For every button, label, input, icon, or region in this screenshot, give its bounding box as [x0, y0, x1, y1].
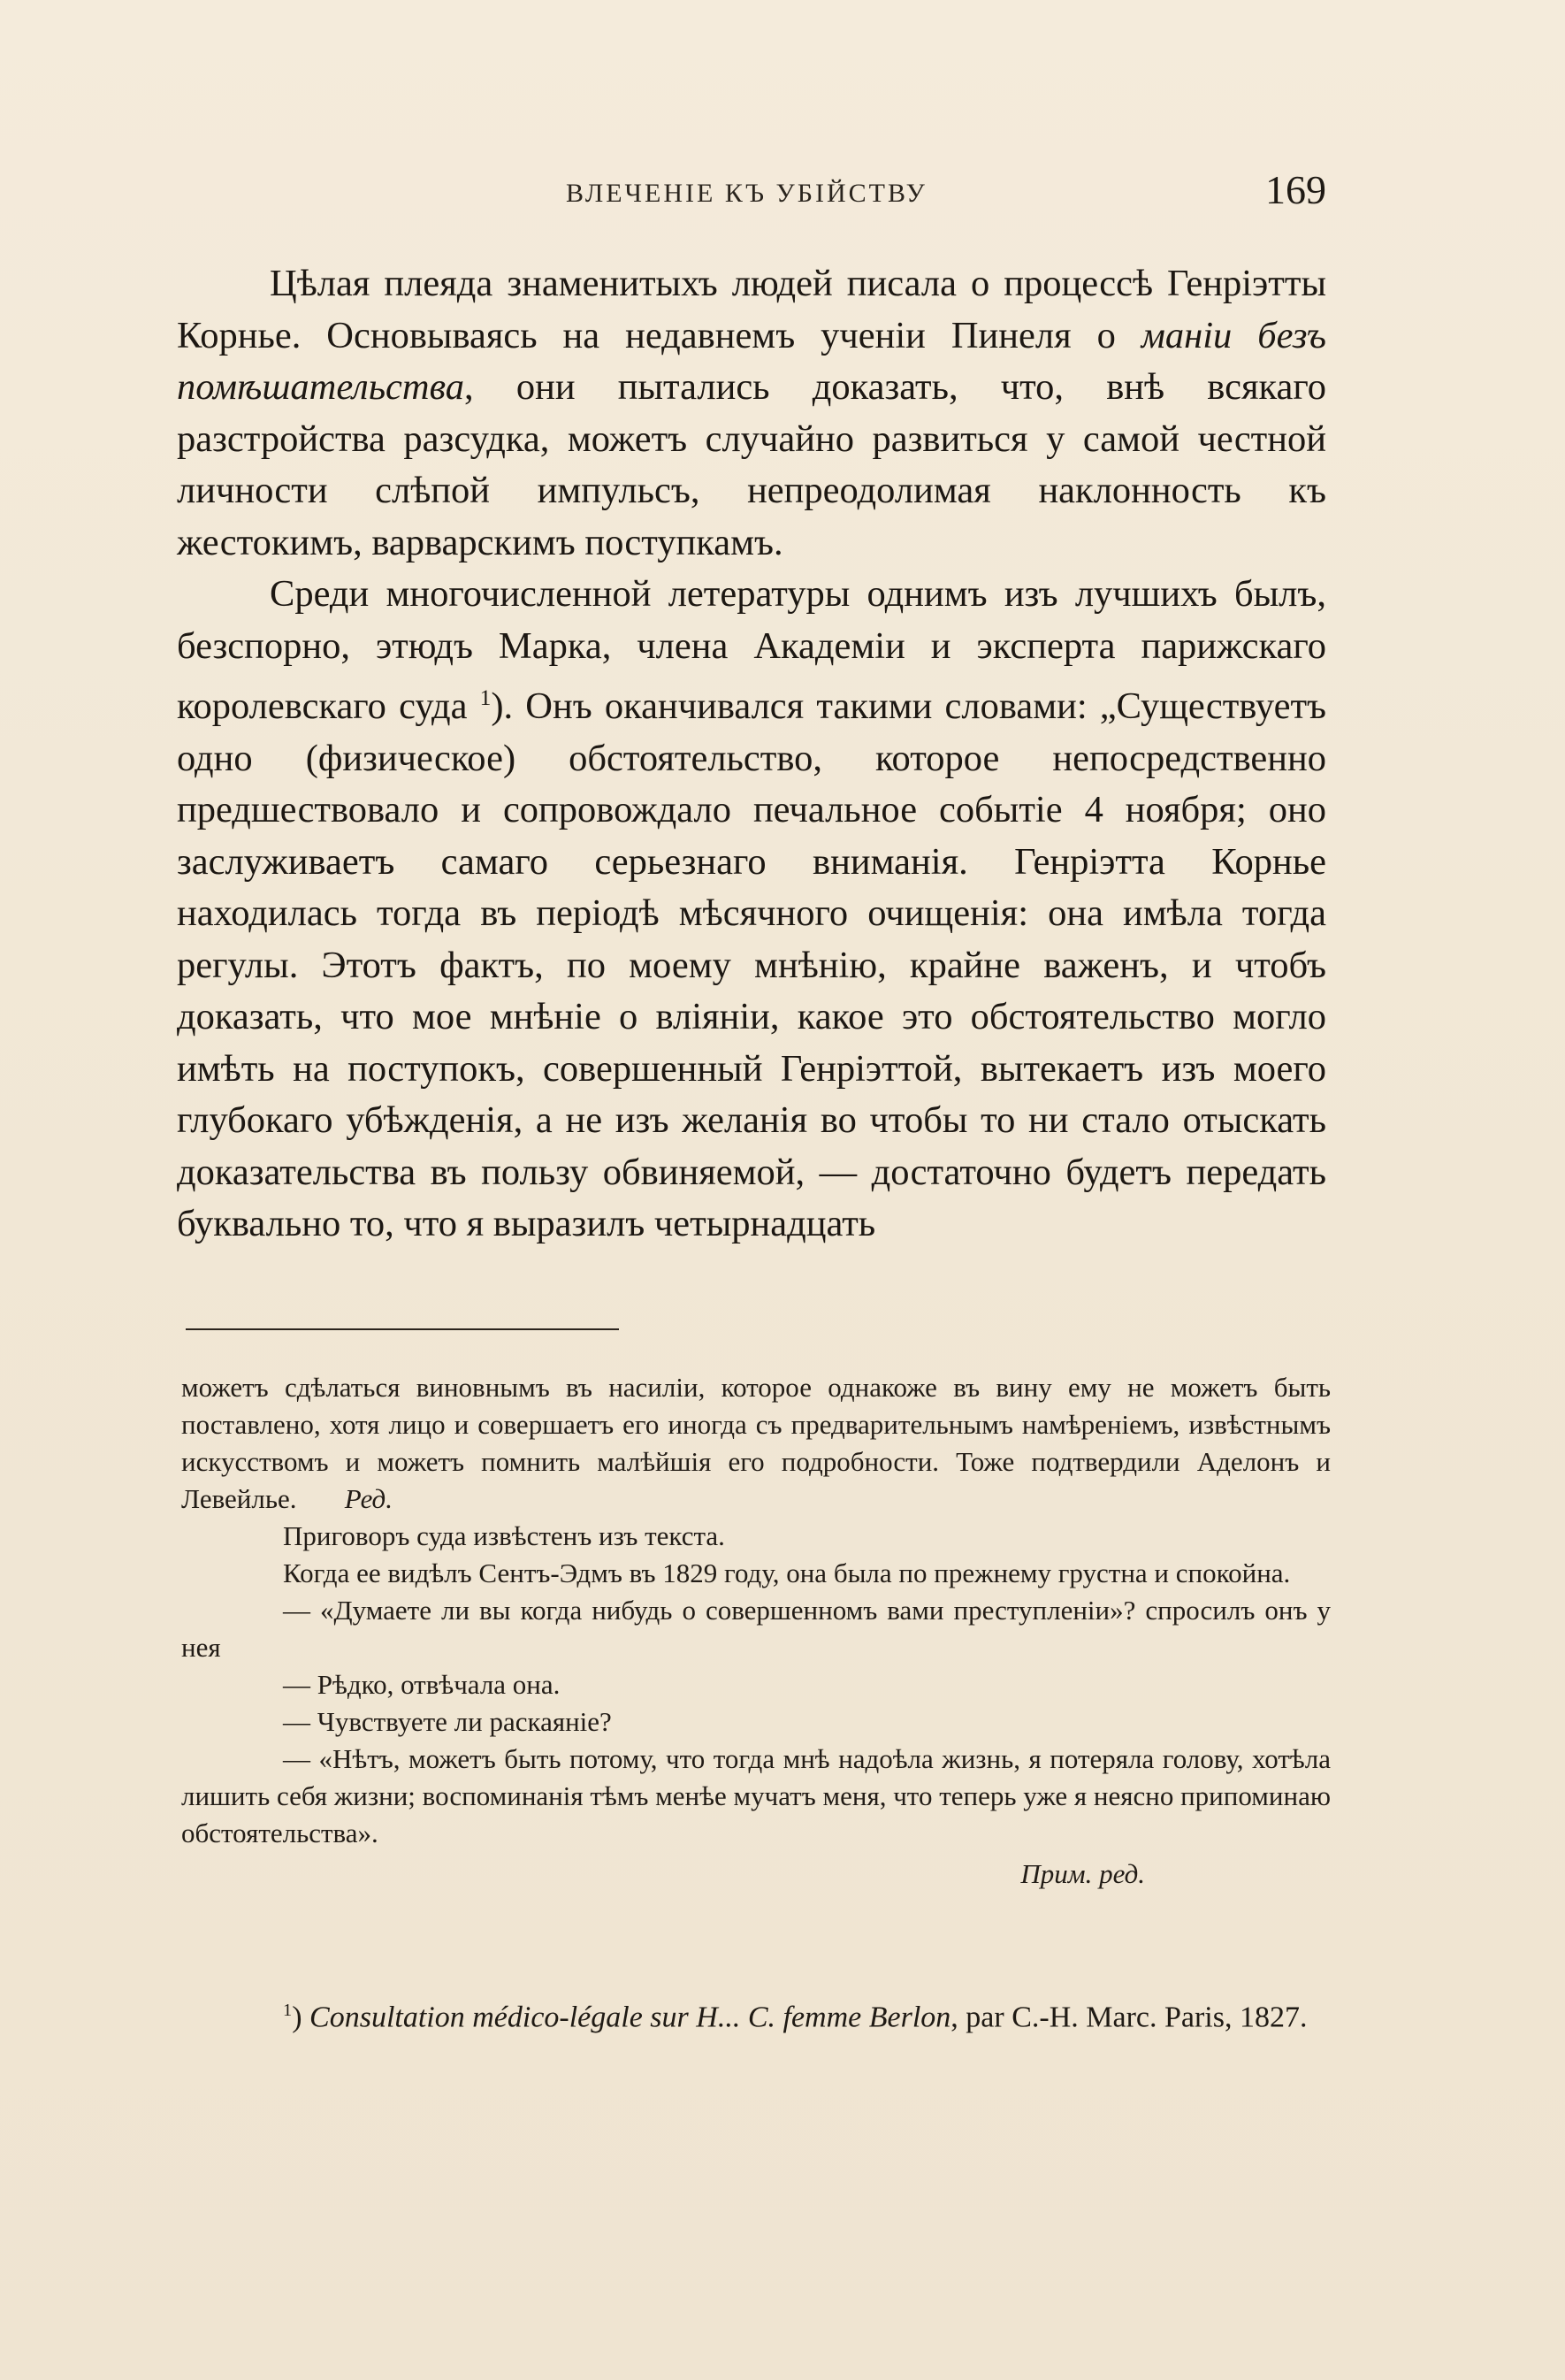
page-header [177, 166, 1326, 219]
paragraph-2 [177, 569, 1326, 1251]
note-5: — Рѣдко, отвѣчала она. [283, 1669, 561, 1700]
footnote-title: Consultation médico-légale sur H... C. femme Berlon [309, 2001, 951, 2034]
note-4: — «Думаете ли вы когда нибудь о совершенномъ вами преступленіи»? спросилъ онъ у нея [181, 1595, 1331, 1663]
footnote-open: ) [292, 2001, 310, 2034]
footnote-mark: 1 [283, 2001, 293, 2020]
note-7-signature: Прим. ред. [1020, 1858, 1145, 1889]
footnote-divider [186, 1328, 619, 1330]
running-head: ВЛЕЧЕНІЕ КЪ УБІЙСТВУ [566, 179, 928, 208]
paragraph-1 [177, 258, 1326, 569]
page-number: 169 [1265, 167, 1326, 212]
note-3: Когда ее видѣлъ Сентъ-Эдмъ въ 1829 году, она была по прежнему грустна и спокойна. [283, 1557, 1291, 1588]
paragraph-2-text: Среди многочисленной летературы однимъ изъ лучшихъ былъ, безспорно, этюдъ Марка, члена Академіи и эксперта парижскаго королевскаго суда [177, 573, 1326, 728]
paragraph-2-rest: ). Онъ оканчивался такими словами: „Существуетъ одно (физическое) обстоятельство, которое непосредственно предшествовало и сопровождало печальное событіе 4 ноября; оно заслуживаетъ самаго серьезнаго вниманія. Генріэтта Корнье находилась тогда въ періодѣ мѣсячного очищенія: она имѣла тогда регулы. Этотъ фактъ, по моему мнѣнію, крайне важенъ, и чтобъ доказать, что мое мнѣніе о вліяніи, какое это обстоятельство могло имѣть на поступокъ, совершенный Генріэттой, вытекаетъ изъ моего глубокаго убѣжденія, а не изъ желанія во чтобы то ни стало отыскать доказательства въ пользу обвиняемой, — достаточно будетъ передать буквально то, что я выразилъ четырнадцать [177, 685, 1326, 1245]
note-7: — «Нѣтъ, можетъ быть потому, что тогда мнѣ надоѣла жизнь, я потеряла голову, хотѣла лишить себя жизни; воспоминанія тѣмъ менѣе мучатъ меня, что теперь уже я неясно припоминаю обстоятельства». [181, 1743, 1331, 1848]
note-2: Приговоръ суда извѣстенъ изъ текста. [283, 1520, 725, 1551]
note-1 [181, 1369, 1331, 1518]
note-6: — Чувствуете ли раскаяніе? [283, 1706, 612, 1737]
footnote [181, 1986, 1331, 2042]
paragraph-1-italic-term: маніи безъ помѣшательства [177, 314, 1326, 408]
main-text [177, 258, 1326, 1251]
continued-notes [181, 1369, 1331, 1893]
note-1-text: можетъ сдѣлаться виновнымъ въ насиліи, которое однакоже въ вину ему не можетъ быть поставлено, хотя лицо и совершаетъ его иногда съ предварительнымъ намѣреніемъ, извѣстнымъ искусствомъ и можетъ помнить малѣйшія его подробности. Тоже подтвердили Аделонъ и Левейлье. [181, 1372, 1331, 1514]
paragraph-1-text: Цѣлая плеяда знаменитыхъ людей писала о процессѣ Генріэтты Корнье. Основываясь на недавнемъ ученіи Пинеля о [177, 263, 1326, 356]
footnote-rest: , par C.-H. Marc. Paris, 1827. [950, 2001, 1308, 2034]
paragraph-1-end: , они пытались доказать, что, внѣ всякаго разстройства разсудка, можетъ случайно развиться у самой честной личности слѣпой импульсъ, непреодолимая наклонность къ жестокимъ, варварскимъ поступкамъ. [177, 366, 1326, 563]
footnote-1 [181, 1986, 1331, 2042]
note-1-signature: Ред. [344, 1483, 393, 1514]
footnote-ref: 1 [479, 685, 492, 710]
